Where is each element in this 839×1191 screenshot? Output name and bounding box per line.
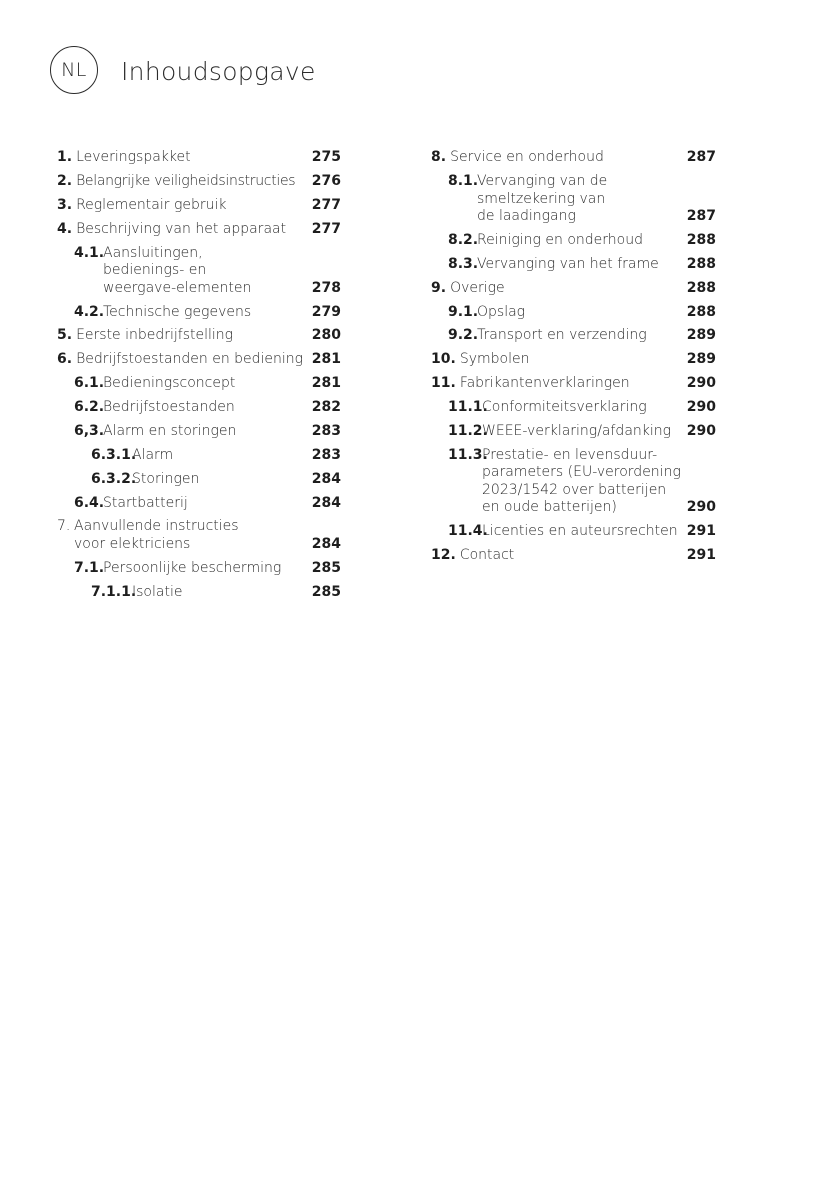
toc-entry[interactable] [57, 324, 341, 348]
toc-entry[interactable] [431, 420, 716, 444]
toc-number: 4. [57, 220, 73, 237]
toc-label: Prestatie- en levensduur-parameters (EU-verordening 2023/1542 over batterijen en oude batterijen) [482, 446, 681, 516]
toc-label: Vervanging van de smeltzekering van de laadingang [477, 173, 608, 225]
toc-right-column [431, 146, 716, 568]
toc-left-column [57, 146, 341, 604]
toc-number: 4.1. [74, 244, 105, 261]
toc-number: 7.1.1. [91, 583, 137, 600]
toc-label: Overige [450, 279, 505, 296]
toc-page: 282 [311, 399, 341, 416]
toc-label: Fabrikantenverklaringen [459, 375, 630, 392]
toc-page: 287 [686, 208, 716, 225]
toc-page: 283 [311, 446, 341, 463]
toc-number: 11.4. [448, 523, 488, 540]
toc-page: 290 [686, 499, 716, 516]
toc-page: 289 [686, 351, 716, 368]
toc-number: 11.1. [448, 399, 488, 416]
toc-number: 8. [431, 149, 447, 166]
toc-label: Licenties en auteursrechten [482, 523, 678, 540]
toc-page: 277 [311, 220, 341, 237]
toc-number: 11.3. [448, 446, 488, 463]
toc-number: 5. [57, 327, 73, 344]
toc-page: 283 [311, 422, 341, 439]
toc-label: Reiniging en onderhoud [477, 231, 643, 248]
toc-label: Leveringspakket [76, 149, 191, 166]
toc-number: 6,3. [74, 422, 105, 439]
toc-entry[interactable] [57, 348, 341, 372]
toc-page: 290 [686, 399, 716, 416]
toc-number: 9.1. [448, 303, 479, 320]
toc-entry[interactable] [57, 300, 341, 324]
toc-entry[interactable] [57, 372, 341, 396]
toc-page: 277 [311, 196, 341, 213]
toc-number: 9.2. [448, 327, 479, 344]
toc-entry[interactable] [57, 146, 341, 170]
toc-number: 9. [431, 279, 447, 296]
toc-entry[interactable] [57, 468, 341, 492]
toc-entry[interactable] [431, 277, 716, 301]
toc-entry[interactable] [431, 324, 716, 348]
toc-page: 284 [311, 494, 341, 511]
toc-number: 6.3.2. [91, 470, 137, 487]
toc-entry[interactable] [431, 300, 716, 324]
toc-label: Eerste inbedrijfstelling [76, 327, 234, 344]
toc-label: Transport en verzending [477, 327, 647, 344]
toc-label: Symbolen [459, 351, 530, 368]
toc-number: 4.2. [74, 303, 105, 320]
toc-number: 6.4. [74, 494, 105, 511]
toc-entry[interactable] [431, 146, 716, 170]
toc-label: Persoonlijke bescherming [103, 559, 282, 576]
toc-page: 288 [686, 231, 716, 248]
toc-entry[interactable] [57, 170, 341, 194]
toc-number: 8.3. [448, 255, 479, 272]
toc-label: Opslag [477, 303, 526, 320]
toc-entry[interactable] [57, 515, 341, 556]
toc-page: 280 [311, 327, 341, 344]
toc-label: WEEE-verklaring/afdanking [482, 422, 672, 439]
toc-entry[interactable] [431, 348, 716, 372]
toc-label: Contact [459, 547, 515, 564]
toc-page: 281 [311, 351, 341, 368]
toc-entry[interactable] [431, 544, 716, 568]
toc-number: 2. [57, 173, 73, 190]
toc-page: 275 [311, 149, 341, 166]
toc-entry[interactable] [57, 444, 341, 468]
toc-label: Technische gegevens [103, 303, 252, 320]
toc-label: Vervanging van het frame [477, 255, 659, 272]
toc-page: 284 [311, 535, 341, 552]
toc-label: Aanvullende instructies voor elektriciens [74, 518, 239, 552]
toc-page: 288 [686, 255, 716, 272]
toc-number: 6.3.1. [91, 446, 137, 463]
toc-label: Startbatterij [103, 494, 188, 511]
toc-page: 276 [311, 173, 341, 190]
toc-number: 7.1. [74, 559, 105, 576]
toc-entry[interactable] [57, 581, 341, 605]
toc-page: 285 [311, 559, 341, 576]
toc-page: 285 [311, 583, 341, 600]
toc-page: 288 [686, 279, 716, 296]
toc-label: Alarm en storingen [103, 422, 237, 439]
toc-label: Isolatie [132, 583, 183, 600]
toc-entry[interactable] [431, 253, 716, 277]
toc-entry[interactable] [431, 520, 716, 544]
page-title: Inhoudsopgave [121, 57, 316, 86]
toc-page: 279 [311, 303, 341, 320]
toc-label: Conformiteitsverklaring [482, 399, 647, 416]
toc-entry[interactable] [431, 396, 716, 420]
toc-entry[interactable] [431, 372, 716, 396]
toc-entry[interactable] [57, 557, 341, 581]
toc-number: 8.1. [448, 173, 479, 190]
toc-label: Bedrijfstoestanden en bediening [76, 351, 304, 368]
toc-number: 3. [57, 196, 73, 213]
language-code: NL [61, 59, 87, 81]
toc-entry[interactable] [57, 396, 341, 420]
toc-page: 284 [311, 470, 341, 487]
toc-page: 289 [686, 327, 716, 344]
toc-page: 291 [686, 547, 716, 564]
toc-entry[interactable] [431, 170, 716, 229]
toc-number: 6.1. [74, 375, 105, 392]
toc-number: 12. [431, 547, 456, 564]
toc-label: Alarm [132, 446, 174, 463]
toc-entry[interactable] [57, 420, 341, 444]
toc-entry[interactable] [431, 444, 716, 520]
toc-entry[interactable] [57, 218, 341, 242]
toc-entry[interactable] [57, 242, 341, 301]
toc-label: Service en onderhoud [450, 149, 604, 166]
toc-entry[interactable] [57, 491, 341, 515]
toc-number: 7. [57, 518, 71, 535]
toc-label: Beschrijving van het apparaat [76, 220, 287, 237]
toc-label: Reglementair gebruik [76, 196, 227, 213]
toc-entry[interactable] [57, 194, 341, 218]
toc-page: 288 [686, 303, 716, 320]
toc-label: Belangrijke veiligheidsinstructies [76, 173, 296, 190]
toc-number: 6. [57, 351, 73, 368]
toc-page: 290 [686, 422, 716, 439]
toc-label: Aansluitingen, bedienings- en weergave-elementen [103, 244, 252, 296]
toc-page: 290 [686, 375, 716, 392]
toc-number: 6.2. [74, 399, 105, 416]
toc-number: 11. [431, 375, 456, 392]
toc-page: 281 [311, 375, 341, 392]
toc-page: 291 [686, 523, 716, 540]
toc-page: 287 [686, 149, 716, 166]
toc-number: 11.2. [448, 422, 488, 439]
toc-number: 8.2. [448, 231, 479, 248]
toc-label: Storingen [132, 470, 200, 487]
toc-number: 10. [431, 351, 456, 368]
language-badge [50, 46, 98, 94]
toc-label: Bedieningsconcept [103, 375, 236, 392]
toc-page: 278 [311, 279, 341, 296]
toc-label: Bedrijfstoestanden [103, 399, 235, 416]
toc-number: 1. [57, 149, 73, 166]
toc-entry[interactable] [431, 229, 716, 253]
